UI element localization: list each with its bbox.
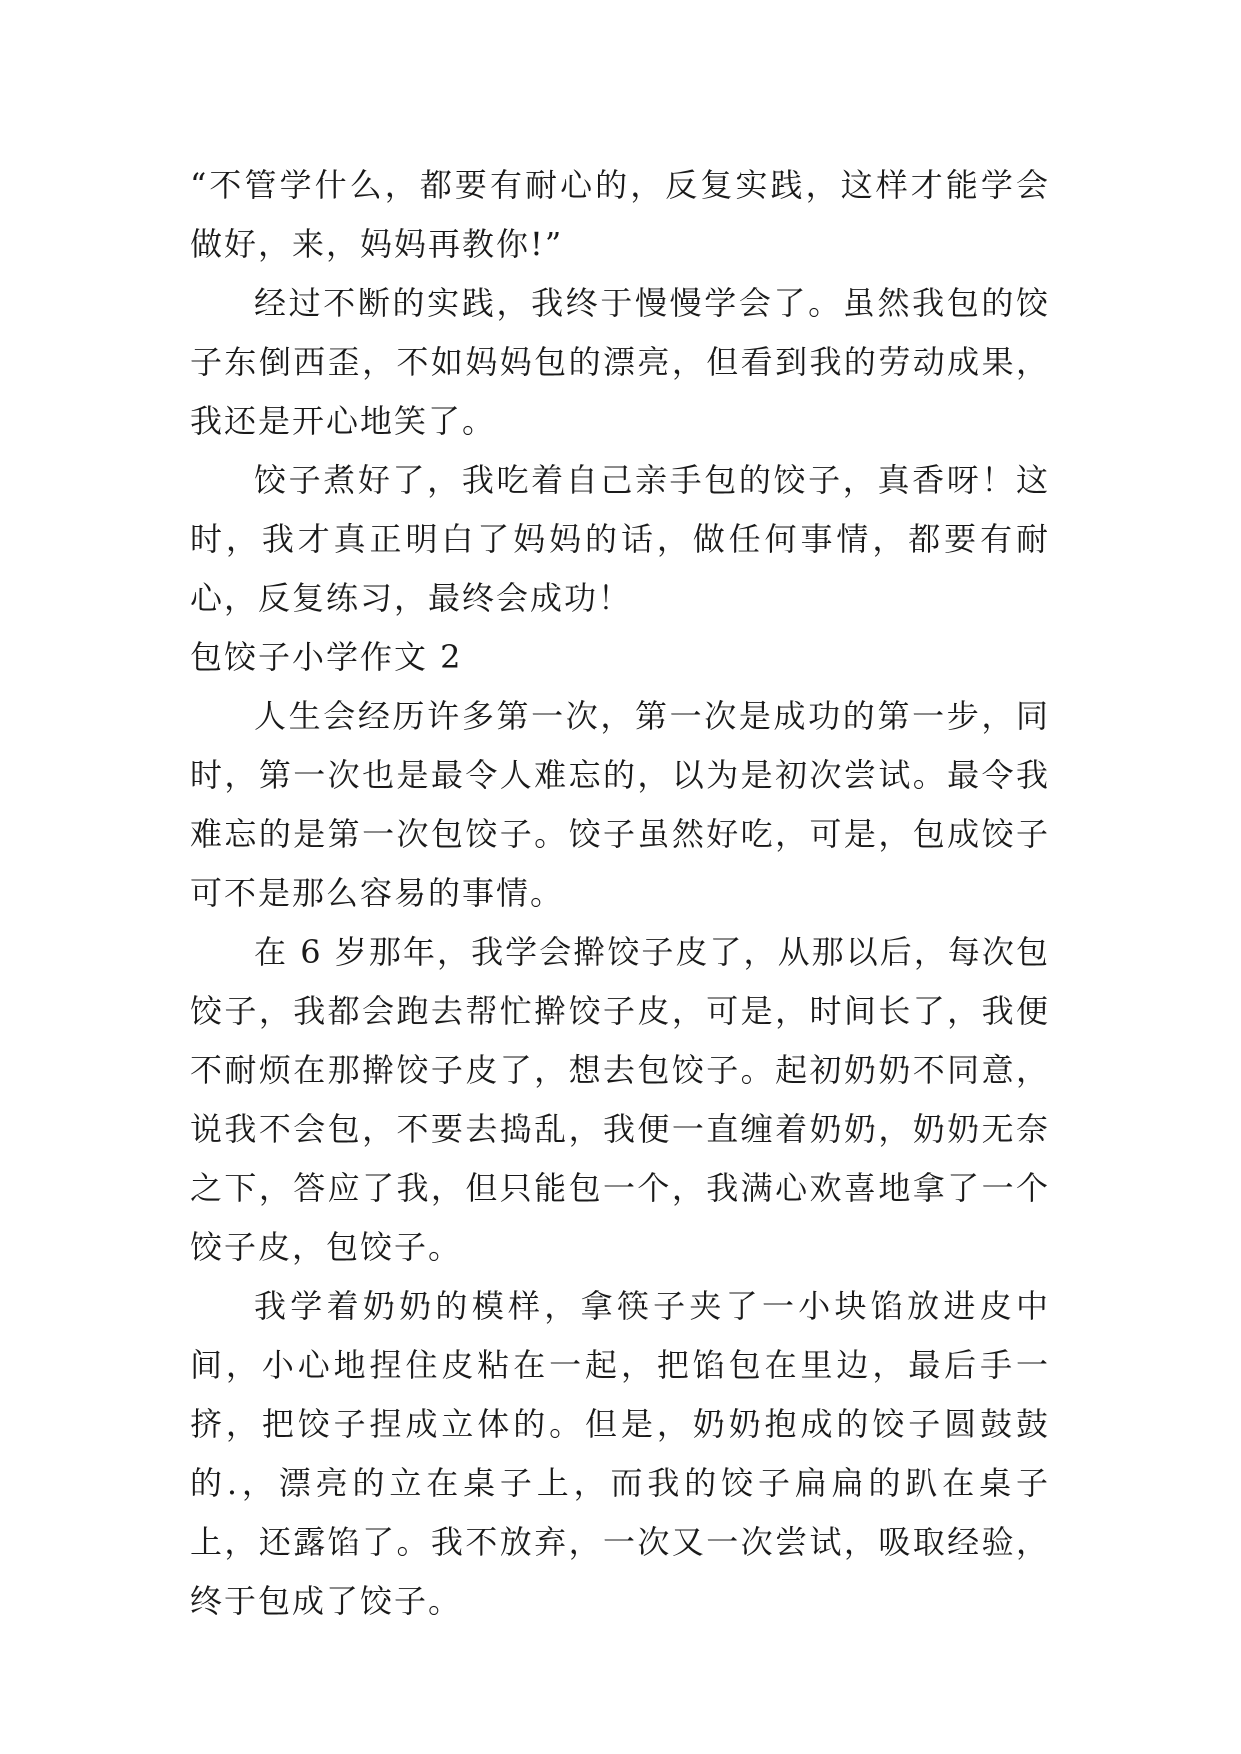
document-body <box>190 156 1050 1631</box>
paragraph-quote: “不管学什么，都要有耐心的，反复实践，这样才能学会做好，来，妈妈再教你!” <box>190 166 1050 263</box>
section-title: 包饺子小学作文 2 <box>190 638 463 676</box>
paragraph: 饺子煮好了，我吃着自己亲手包的饺子，真香呀！这时，我才真正明白了妈妈的话，做任何事情，都要有耐心，反复练习，最终会成功！ <box>190 461 1050 617</box>
paragraph: 在 6 岁那年，我学会擀饺子皮了，从那以后，每次包饺子，我都会跑去帮忙擀饺子皮，可是，时间长了，我便不耐烦在那擀饺子皮了，想去包饺子。起初奶奶不同意，说我不会包，不要去捣乱，我便一直缠着奶奶，奶奶无奈之下，答应了我，但只能包一个，我满心欢喜地拿了一个饺子皮，包饺子。 <box>190 933 1050 1266</box>
paragraph: 经过不断的实践，我终于慢慢学会了。虽然我包的饺子东倒西歪，不如妈妈包的漂亮，但看到我的劳动成果，我还是开心地笑了。 <box>190 284 1050 440</box>
paragraph: 人生会经历许多第一次，第一次是成功的第一步，同时，第一次也是最令人难忘的，以为是初次尝试。最令我难忘的是第一次包饺子。饺子虽然好吃，可是，包成饺子可不是那么容易的事情。 <box>190 697 1050 912</box>
paragraph: 我学着奶奶的模样，拿筷子夹了一小块馅放进皮中间，小心地捏住皮粘在一起，把馅包在里边，最后手一挤，把饺子捏成立体的。但是，奶奶抱成的饺子圆鼓鼓的.，漂亮的立在桌子上，而我的饺子扁扁的趴在桌子上，还露馅了。我不放弃，一次又一次尝试，吸取经验，终于包成了饺子。 <box>190 1287 1050 1620</box>
